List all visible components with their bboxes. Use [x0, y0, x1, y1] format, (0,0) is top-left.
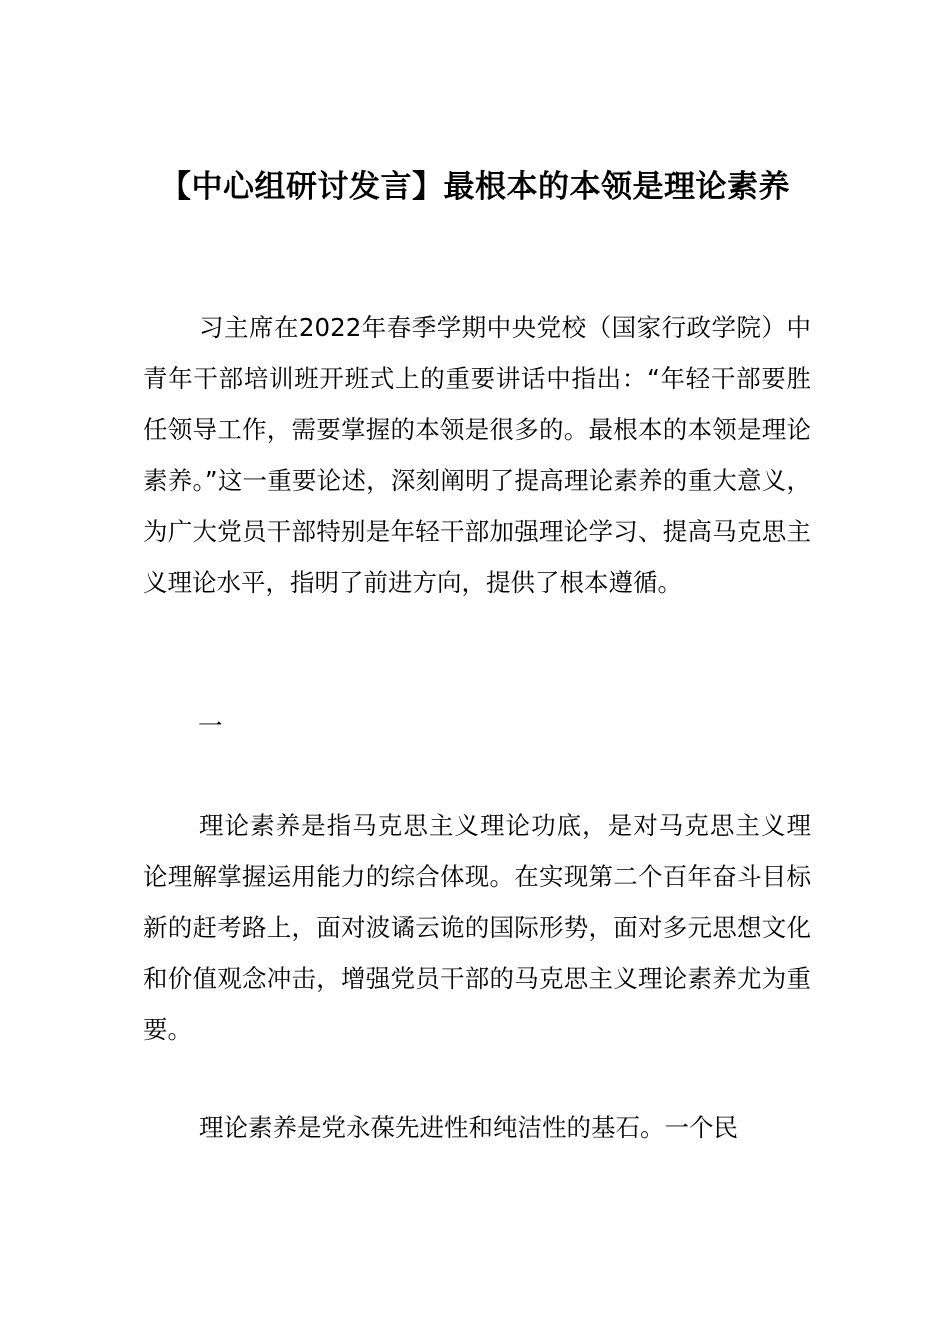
body-paragraph-3: 理论素养是党永葆先进性和纯洁性的基石。一个民 — [199, 1113, 738, 1142]
section-number: 一 — [198, 711, 223, 740]
body-paragraph-1: 习主席在2022年春季学期中央党校（国家行政学院）中青年干部培训班开班式上的重要讲话中指出：“年轻干部要胜任领导工作，需要掌握的本领是很多的。最根本的本领是理论素养。”这一重要论述，深刻阐明了提高理论素养的重大意义，为广大党员干部特别是年轻干部加强理论学习、提高马克思主义理论水平，指明了前进方向，提供了根本遵循。 — [143, 313, 811, 597]
body-paragraph-2: 理论素养是指马克思主义理论功底，是对马克思主义理论理解掌握运用能力的综合体现。在实现第二个百年奋斗目标新的赶考路上，面对波谲云诡的国际形势，面对多元思想文化和价值观念冲击，增强党员干部的马克思主义理论素养尤为重要。 — [143, 811, 811, 1044]
document-title: 【中心组研讨发言】最根本的本领是理论素养 — [160, 169, 790, 205]
